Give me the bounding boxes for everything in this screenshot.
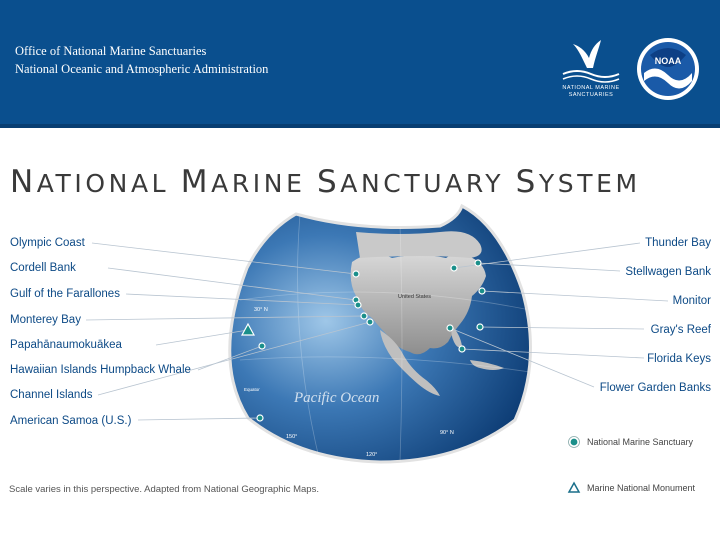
label-monterey-bay: Monterey Bay (10, 314, 81, 326)
page-title-text: NATIONAL MARINE SANCTUARY SYSTEM (10, 164, 641, 200)
footnote: Scale varies in this perspective. Adapted from National Geographic Maps. (9, 484, 319, 495)
label-olympic-coast: Olympic Coast (10, 237, 85, 249)
label-hawaiian-islands-humpback-whale: Hawaiian Islands Humpback Whale (10, 364, 191, 376)
canada-land (356, 231, 482, 258)
lon-120-label: 120° (366, 452, 378, 458)
lon-150-label: 150° (286, 434, 298, 440)
lat-30-label: 30° N (254, 307, 268, 313)
monument-legend-icon (569, 483, 579, 492)
label-gulf-of-the-farallones: Gulf of the Farallones (10, 288, 120, 300)
nms-logo-line2: SANCTUARIES (568, 92, 614, 98)
label-grays-reef: Gray's Reef (650, 324, 711, 336)
agency-name: National Oceanic and Atmospheric Administration (15, 62, 269, 76)
org-name: Office of National Marine Sanctuaries (15, 44, 207, 58)
label-american-samoa: American Samoa (U.S.) (10, 415, 132, 427)
label-cordell-bank: Cordell Bank (10, 262, 76, 274)
label-florida-keys: Florida Keys (647, 353, 711, 365)
label-stellwagen-bank: Stellwagen Bank (625, 266, 711, 278)
legend-monument-label: Marine National Monument (587, 483, 696, 493)
sanctuary-legend-icon (570, 438, 578, 446)
noaa-logo-text: NOAA (654, 56, 682, 66)
label-monitor: Monitor (672, 295, 711, 307)
nms-logo-line1: NATIONAL MARINE (562, 85, 620, 91)
ocean-label: Pacific Ocean (294, 390, 380, 406)
equator-label: Equator (244, 387, 260, 392)
label-flower-garden-banks: Flower Garden Banks (599, 382, 711, 394)
country-label: United States (398, 294, 432, 300)
label-papahanaumokuakea: Papahānaumokuākea (10, 339, 122, 351)
legend-sanctuary-label: National Marine Sanctuary (587, 437, 694, 447)
lon-90-label: 90° N (440, 430, 454, 436)
label-channel-islands: Channel Islands (10, 389, 93, 401)
label-thunder-bay: Thunder Bay (645, 237, 711, 249)
